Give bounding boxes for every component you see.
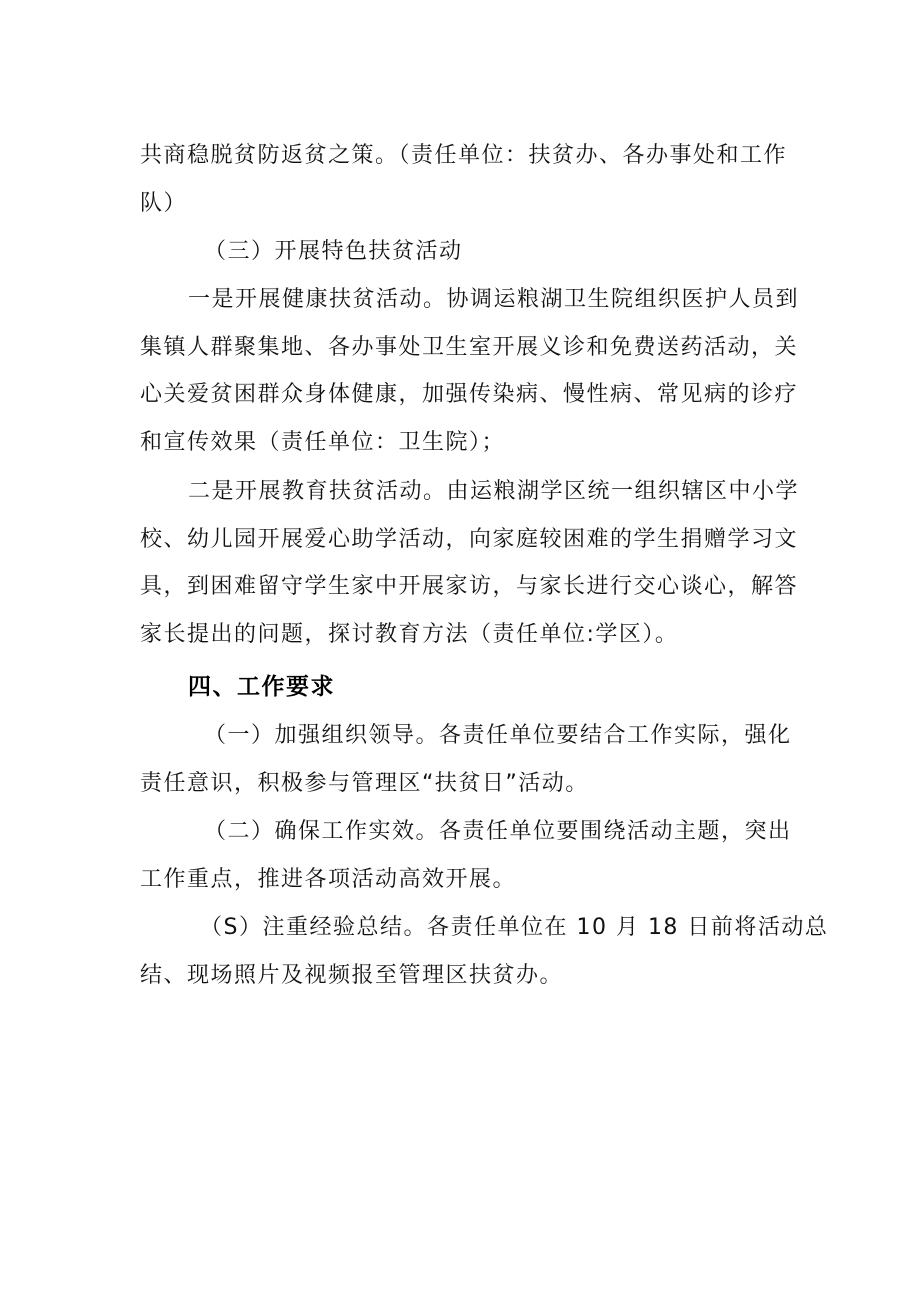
- paragraph-education: [140, 468, 800, 658]
- text-line: 集镇人群聚集地、各办事处卫生室开展义诊和免费送药活动，关: [140, 334, 799, 360]
- text-line: 心关爱贫困群众身体健康，加强传染病、慢性病、常见病的诊疗: [140, 382, 799, 407]
- text-line: 和宣传效果（责任单位：卫生院）；: [140, 429, 506, 455]
- paragraph-requirement-2: [140, 808, 792, 903]
- paragraph-requirement-1: [140, 712, 792, 807]
- subsection-heading: [204, 228, 804, 276]
- text-line: 一是开展健康扶贫活动。协调运粮湖卫生院组织医护人员到: [188, 287, 800, 312]
- text-line: 二是开展教育扶贫活动。由运粮湖学区统一组织辖区中小学: [188, 479, 800, 504]
- text-line: 校、幼儿园开展爱心助学活动，向家庭较困难的学生捐赠学习文: [140, 526, 799, 552]
- text-line: 家长提出的问题，探讨教育方法（责任单位:学区）。: [140, 621, 679, 647]
- text-line: （三）开展特色扶贫活动: [204, 239, 463, 264]
- text-line: 共商稳脱贫防返贫之策。（责任单位：扶贫办、各办事处和工作: [140, 143, 788, 168]
- text-line: 具，到困难留守学生家中开展家访，与家长进行交心谈心，解答: [140, 574, 799, 599]
- text-line: 责任意识，积极参与管理区“扶贫日”活动。: [140, 770, 589, 796]
- text-line: （一）加强组织领导。各责任单位要结合工作实际，强化: [204, 723, 792, 748]
- text-line: 结、现场照片及视频报至管理区扶贫办。: [140, 962, 564, 988]
- paragraph-requirement-3: [140, 904, 829, 999]
- text-line: （二）确保工作实效。各责任单位要围绕活动主题，突出: [204, 819, 792, 844]
- text-line: （S）注重经验总结。各责任单位在 10 月 18 日前将活动总: [200, 915, 829, 940]
- section-heading: 四、工作要求: [188, 674, 335, 700]
- paragraph-health: [140, 276, 800, 466]
- paragraph-continuation: [140, 132, 788, 227]
- text-line: 队）: [140, 190, 188, 216]
- text-line: 工作重点，推进各项活动高效开展。: [140, 866, 517, 892]
